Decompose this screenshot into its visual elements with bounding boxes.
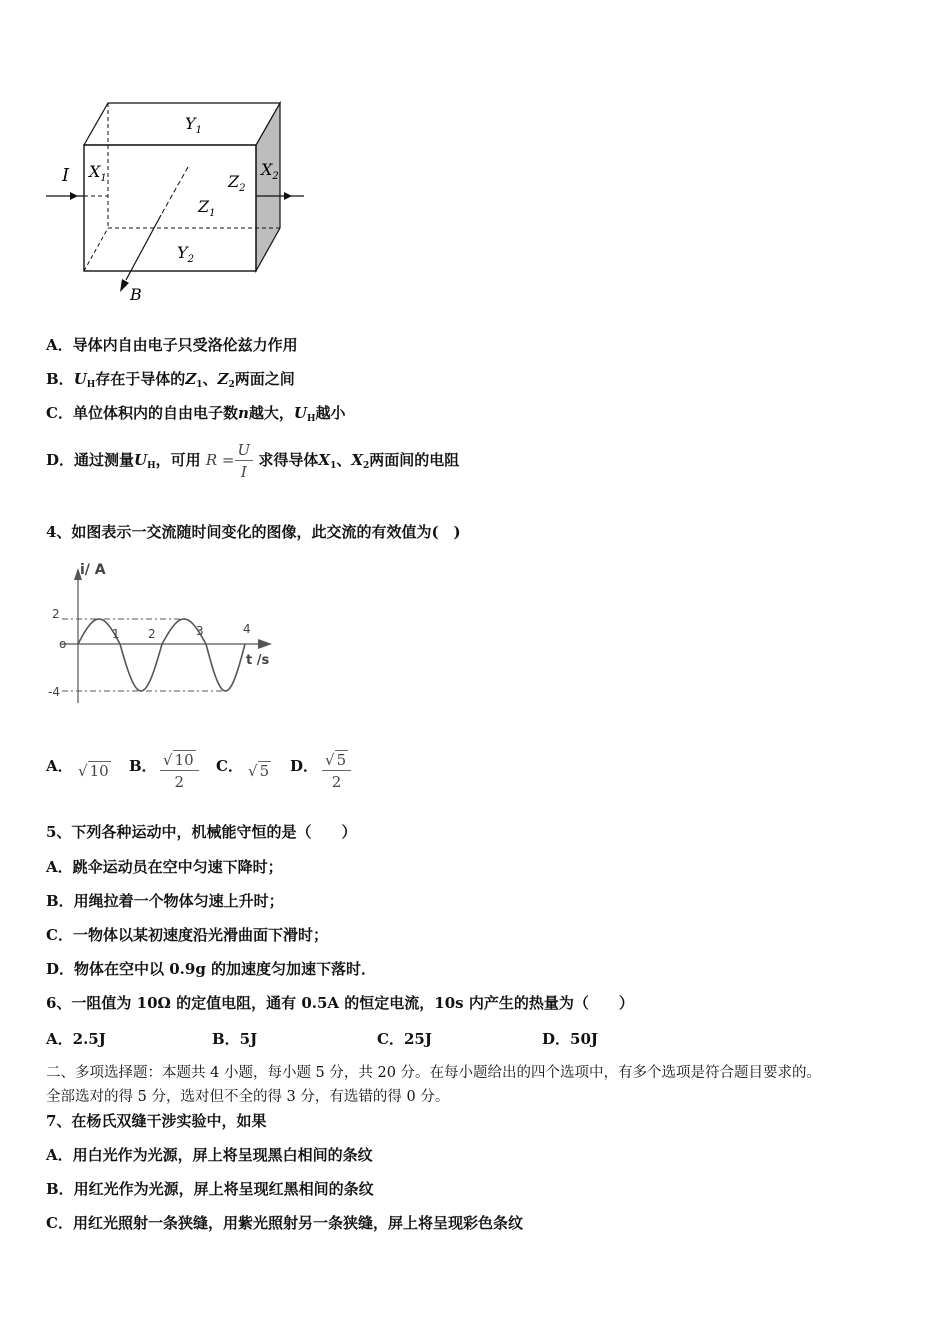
section2-instructions-line2: 全部选对的得 5 分，选对但不全的得 3 分，有选错的得 0 分。 (46, 1089, 450, 1105)
q5-option-a: A．跳伞运动员在空中匀速下降时； (46, 858, 283, 876)
q6-option-d: D．50J (542, 1030, 598, 1048)
svg-text:Z2: $Z_2$ (228, 172, 246, 194)
q4-option-a-value: √ 10 (78, 762, 109, 780)
q5-option-d: D．物体在空中以 0.9g 的加速度匀加速下落时． (46, 960, 377, 978)
y-axis-label: i/ A (80, 562, 106, 578)
x-tick-3: 3 (196, 624, 204, 638)
label-z2: Z (228, 172, 240, 191)
y-tick-top: 2 (52, 607, 60, 621)
formula-r: R = (205, 451, 235, 469)
q3-option-b: B．$U_H$存在于导体的$Z_1$、$Z_2$两面之间 (46, 370, 295, 390)
x-tick-4: 4 (243, 622, 251, 636)
q5-stem: 5、下列各种运动中，机械能守恒的是（ ） (46, 823, 357, 841)
q6-stem: 6、一阻值为 10Ω 的定值电阻，通有 0.5A 的恒定电流，10s 内产生的热量为（ ） (46, 994, 634, 1012)
y-tick-origin: o (59, 637, 67, 651)
q7-option-c: C．用红光照射一条狭缝，用紫光照射另一条狭缝，屏上将呈现彩色条纹 (46, 1214, 523, 1232)
q7-stem: 7、在杨氏双缝干涉实验中，如果 (46, 1112, 267, 1130)
block-top-face (84, 103, 280, 145)
svg-text:Y2: $Y_2$ (177, 243, 194, 265)
q4-option-c: C． (216, 757, 243, 775)
q3-option-d: D．通过测量$U_H$，可用 R = $\frac{U}{I}$ 求得导体$X_1$、$X_2$两面间的电阻 (46, 440, 460, 481)
svg-text:X1: $X_1$ (89, 162, 107, 184)
q4-option-d: D． (290, 757, 319, 775)
current-out-arrow (284, 192, 292, 200)
q4-option-c-value: √ 5 (248, 762, 270, 780)
q7-option-b: B．用红光作为光源，屏上将呈现红黑相间的条纹 (46, 1180, 374, 1198)
y-tick-bottom: -4 (48, 685, 60, 699)
q5-option-c: C．一物体以某初速度沿光滑曲面下滑时； (46, 926, 328, 944)
q4-stem: 4、如图表示一交流随时间变化的图像，此交流的有效值为( ) (46, 523, 461, 541)
svg-text:X2: $X_2$ (261, 160, 279, 182)
block-front-face (84, 145, 256, 271)
ac-current-graph (40, 558, 290, 708)
q5-option-b: B．用绳拉着一个物体匀速上升时； (46, 892, 284, 910)
q3-option-c: C．单位体积内的自由电子数n越大，$U_H$越小 (46, 404, 346, 424)
q6-option-b: B．5J (212, 1030, 258, 1048)
q4-option-d-value: $\frac{√ 5}{2}$ (322, 750, 351, 793)
label-i: I (62, 165, 70, 186)
label-z1: Z (198, 197, 210, 216)
formula-fraction: $\frac{U}{I}$ (235, 440, 254, 483)
label-y2: Y (177, 243, 188, 262)
x-tick-1: 1 (112, 627, 120, 641)
x-tick-2: 2 (148, 627, 156, 641)
q4-option-b: B． (129, 757, 157, 775)
q7-option-a: A．用白光作为光源，屏上将呈现黑白相间的条纹 (46, 1146, 373, 1164)
hall-effect-figure (40, 95, 320, 310)
q6-option-a: A．2.5J (46, 1030, 106, 1048)
x-axis-label: t /s (246, 653, 270, 668)
label-x1: X (89, 162, 101, 181)
section2-instructions-line1: 二、多项选择题：本题共 4 小题，每小题 5 分，共 20 分。在每小题给出的四个选项中，有多个选项是符合题目要求的。 (46, 1065, 822, 1081)
label-b: B (130, 285, 142, 304)
b-field-arrow (120, 279, 129, 292)
q4-option-b-value: $\frac{√ 10}{2}$ (160, 750, 199, 793)
current-waveform (78, 619, 245, 691)
label-y1: Y (185, 114, 196, 133)
svg-text:Y1: $Y_1$ (185, 114, 202, 136)
label-x2: X (261, 160, 273, 179)
current-in-arrow (70, 192, 78, 200)
q6-option-c: C．25J (377, 1030, 432, 1048)
q3-option-a: A．导体内自由电子只受洛伦兹力作用 (46, 336, 298, 354)
x-axis-arrow (258, 639, 272, 649)
svg-text:Z1: $Z_1$ (198, 197, 216, 219)
q4-option-a: A． (46, 757, 73, 775)
